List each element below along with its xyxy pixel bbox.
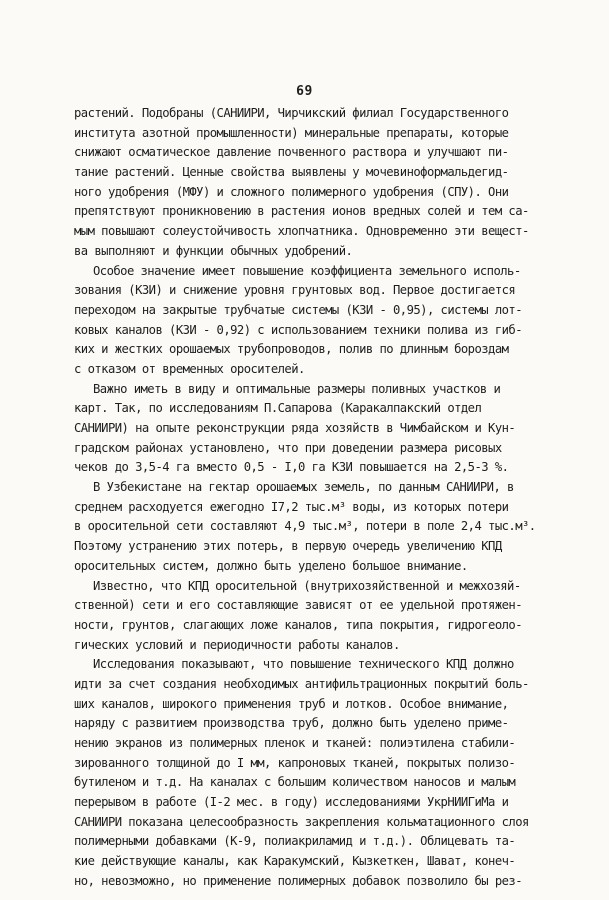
text-line: Известно, что КПД оросительной (внутрихозяйственной и межхозяй- bbox=[93, 578, 521, 593]
text-line: нению экранов из полимерных пленок и тканей: полиэтилена стабили- bbox=[74, 736, 516, 750]
text-line: САНИИРИ показана целесообразность закрепления кольматационного слоя bbox=[74, 814, 529, 829]
text-line: Исследования показывают, что повышение технического КПД должно bbox=[93, 657, 514, 672]
text-line: наряду с развитием производства труб, должно быть уделено приме- bbox=[74, 716, 509, 731]
text-line: ности, грунтов, слагающих ложе каналов, типа покрытия, гидрогеоло- bbox=[74, 617, 522, 632]
text-line: растений. Подобраны (САНИИРИ, Чирчикский филиал Государственного bbox=[74, 106, 509, 120]
text-line: снижают осматическое давление почвенного раствора и улучшают пи- bbox=[74, 145, 509, 160]
body-text bbox=[74, 104, 544, 892]
text-line: карт. Так, по исследованиям П.Сапарова (Каракалпакский отдел bbox=[74, 401, 482, 416]
text-line: ших каналов, широкого применения труб и лотков. Особое внимание, bbox=[74, 696, 509, 711]
text-line: В Узбекистане на гектар орошаемых земель, по данным САНИИРИ, в bbox=[93, 480, 514, 495]
text-line: но, невозможно, но применение полимерных добавок позволило бы рез- bbox=[74, 873, 522, 888]
text-line: зования (КЗИ) и снижение уровня грунтовых вод. Первое достигается bbox=[74, 283, 516, 298]
text-line: мым повышают солеустойчивость хлопчатника. Одновременно эти вещест- bbox=[74, 224, 529, 239]
text-line: градском районах установлено, что при доведении размера рисовых bbox=[74, 440, 502, 455]
text-line: ного удобрения (МФУ) и сложного полимерного удобрения (СПУ). Они bbox=[74, 184, 509, 199]
text-line: чеков до 3,5-4 га вместо 0,5 - I,0 га КЗИ повышается на 2,5-3 %. bbox=[74, 460, 509, 475]
text-line: оросительных систем, должно быть уделено большое внимание. bbox=[74, 558, 468, 573]
text-line: тание растений. Ценные свойства выявлены у мочевиноформальдегид- bbox=[74, 165, 509, 180]
text-line: Важно иметь в виду и оптимальные размеры поливных участков и bbox=[93, 381, 501, 396]
text-line: Поэтому устранению этих потерь, в первую очередь увеличению КПД bbox=[74, 539, 502, 554]
text-line: гических условий и периодичности работы каналов. bbox=[74, 637, 400, 652]
text-line: ковых каналов (КЗИ - 0,92) с использованием техники полива из гиб- bbox=[74, 322, 522, 337]
text-line: среднем расходуется ежегодно I7,2 тыс.м³ воды, из которых потери bbox=[74, 499, 509, 514]
text-line: в оросительной сети составляют 4,9 тыс.м³, потери в поле 2,4 тыс.м³. bbox=[74, 519, 536, 534]
text-line: САНИИРИ) на опыте реконструкции ряда хозяйств в Чимбайском и Кун- bbox=[74, 421, 516, 435]
text-line: переходом на закрытые трубчатые системы (КЗИ - 0,95), системы лот- bbox=[74, 302, 522, 317]
text-line: идти за счет создания необходимых антифильтрационных покрытий боль- bbox=[74, 676, 529, 691]
text-line: с отказом от временных оросителей. bbox=[74, 361, 305, 376]
page-number: 69 bbox=[296, 84, 313, 99]
text-line: Особое значение имеет повышение коэффициента земельного исполь- bbox=[93, 263, 521, 278]
text-line: препятствуют проникновению в растения ионов вредных солей и тем са- bbox=[74, 204, 529, 219]
text-line: ких и жестких орошаемых трубопроводов, полив по длинным бороздам bbox=[74, 342, 509, 357]
text-line: кие действующие каналы, как Каракумский, Кызкеткен, Шават, конеч- bbox=[74, 854, 516, 869]
text-line: зированного толщиной до I мм, капроновых тканей, покрытых полизо- bbox=[74, 755, 516, 770]
text-line: ва выполняют и функции обычных удобрений. bbox=[74, 243, 353, 258]
text-line: бутиленом и т.д. На каналах с большим количеством наносов и малым bbox=[74, 775, 516, 790]
text-line: ственной) сети и его составляющие зависят от ее удельной протяжен- bbox=[74, 598, 522, 613]
text-line: полимерными добавками (К-9, полиакриламид и т.д.). Облицевать та- bbox=[74, 834, 516, 849]
text-line: перерывом в работе (I-2 мес. в году) исследованиями УкрНИИГиМа и bbox=[74, 795, 509, 810]
text-line: института азотной промышленности) минеральные препараты, которые bbox=[74, 125, 509, 140]
